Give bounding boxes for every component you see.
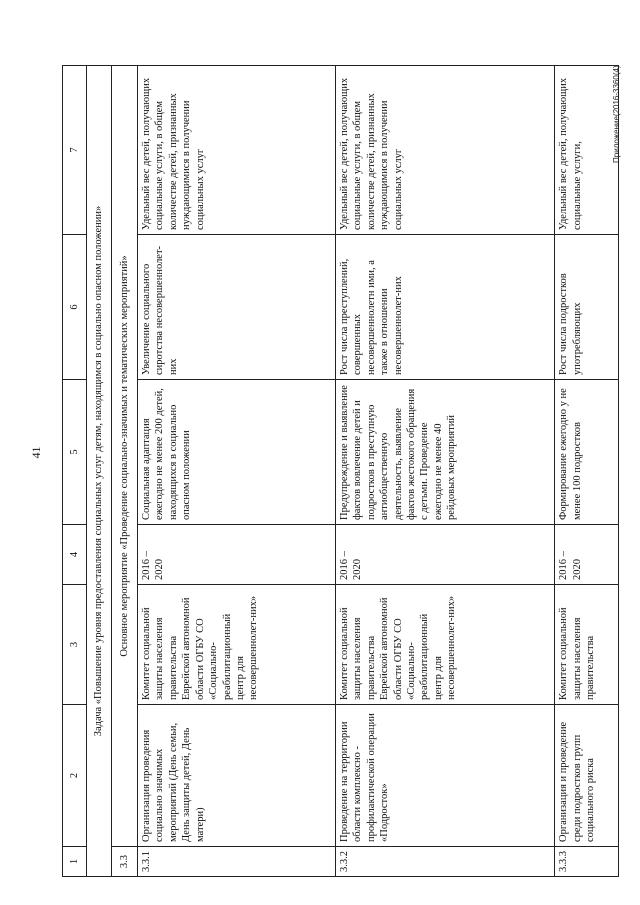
main-event-code: 3.3 [112, 847, 138, 877]
column-number: 6 [63, 235, 87, 380]
row-executor: Комитет социальной защиты населения правительства Еврейской автономной области ОГБУ СО «Социально-реабилитационный центр для несовершеннолет-них» [335, 585, 555, 705]
row-name: Проведение на территории области комплексно - профилактической операции «Подросток» [335, 705, 555, 847]
row-code: 3.3.3 [555, 847, 619, 877]
row-executor: Комитет социальной защиты населения правительства Еврейской автономной области ОГБУ СО «Социально-реабилитационный центр для несовершеннолет-них» [137, 585, 335, 705]
row-consequence: Рост числа подростков употребляющих [555, 235, 619, 380]
column-number-row [63, 66, 87, 877]
column-number: 2 [63, 705, 87, 847]
column-number: 1 [63, 847, 87, 877]
row-indicator: Удельный вес детей, получающих социальные услуги, в общем количестве детей, признанных нуждающимися в получении социальных услуг [335, 66, 555, 235]
row-indicator: Удельный вес детей, получающих социальные услуги, [555, 66, 619, 235]
main-event-title: Основное мероприятие «Проведение социально-значимых и тематических мероприятий» [112, 66, 138, 847]
row-code: 3.3.2 [335, 847, 555, 877]
table-row [335, 66, 555, 877]
table-row [555, 66, 619, 877]
task-banner: Задача «Повышение уровня предоставления социальных услуг детям, находящимся в социально опасном положении» [86, 66, 112, 877]
row-name: Организация проведения социально значимых мероприятий (День семьи, День защиты детей, День матери) [137, 705, 335, 847]
main-event-row [112, 66, 138, 877]
row-period: 2016 – 2020 [137, 525, 335, 585]
column-number: 7 [63, 66, 87, 235]
row-result: Предупреждение и выявление фактов вовлечение детей и подростков в преступную антиобщественную деятельность, выявление фактов жестокого обращения с детьми. Проведение ежегодно не менее 40 рейдовых мероприятий [335, 380, 555, 525]
row-result: Формирование ежегодно у не менее 100 подростков [555, 380, 619, 525]
page-number: 41 [29, 446, 43, 459]
row-consequence: Увеличение социального сиротства несовершеннолет-них [137, 235, 335, 380]
row-name: Организация и проведение среди подростков групп социального риска [555, 705, 619, 847]
row-executor: Комитет социальной защиты населения правительства [555, 585, 619, 705]
column-number: 4 [63, 525, 87, 585]
document-stamp: Приложение(2016-3360(4) [612, 65, 621, 163]
column-number: 3 [63, 585, 87, 705]
table-row [137, 66, 335, 877]
row-indicator: Удельный вес детей, получающих социальные услуги, в общем количестве детей, признанных нуждающимися в получении социальных услуг [137, 66, 335, 235]
row-consequence: Рост числа преступлений, совершенных несовершеннолетн ими, а также в отношении несовершеннолет-них [335, 235, 555, 380]
row-period: 2016 – 2020 [555, 525, 619, 585]
task-row [86, 66, 112, 877]
row-result: Социальная адаптация ежегодно не менее 200 детей, находящихся в социально опасном положении [137, 380, 335, 525]
column-number: 5 [63, 380, 87, 525]
row-code: 3.3.1 [137, 847, 335, 877]
program-table [62, 65, 619, 877]
row-period: 2016 – 2020 [335, 525, 555, 585]
